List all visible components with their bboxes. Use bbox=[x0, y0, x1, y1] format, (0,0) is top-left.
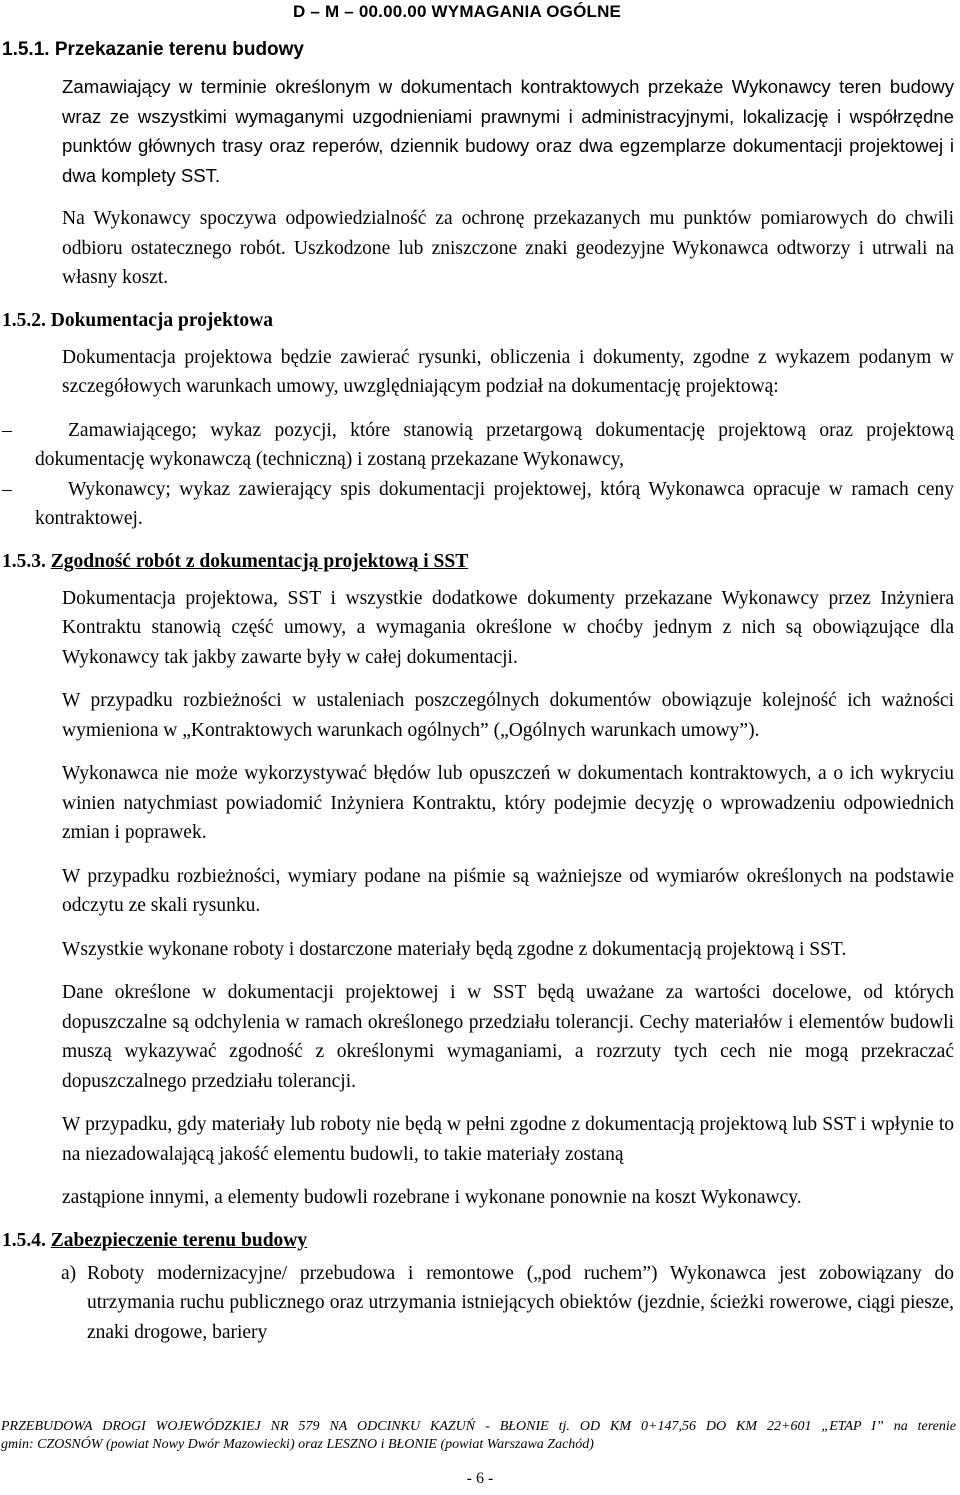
lettered-item bbox=[0, 1259, 960, 1348]
paragraph: Wszystkie wykonane roboty i dostarczone materiały będą zgodne z dokumentacją projektową i SST. bbox=[62, 938, 847, 960]
heading-number: 1.5.3. bbox=[2, 550, 51, 572]
paragraph: W przypadku, gdy materiały lub roboty nie będą w pełni zgodne z dokumentacją projektową lub SST i wpłynie to na niezadowalającą jakość elementu budowli, to takie materiały zostaną bbox=[62, 1114, 954, 1165]
paragraph: Dokumentacja projektowa będzie zawierać rysunki, obliczenia i dokumenty, zgodne z wykazem podanym w szczegółowych warunkach umowy, uwzględniającym podział na dokumentację projektową: bbox=[62, 346, 954, 397]
list-item-text: Wykonawcy; wykaz zawierający spis dokumentacji projektowej, którą Wykonawca opracuje w ramach ceny kontraktowej. bbox=[35, 478, 954, 529]
section-heading-1-5-3 bbox=[0, 548, 960, 576]
paragraph: W przypadku rozbieżności w ustaleniach poszczególnych dokumentów obowiązuje kolejność ich ważności wymieniona w „Kontraktowych warunkach ogólnych” („Ogólnych warunkach umowy”). bbox=[62, 690, 954, 741]
item-marker: a) bbox=[61, 1262, 77, 1284]
paragraph: W przypadku rozbieżności, wymiary podane na piśmie są ważniejsze od wymiarów określonych na podstawie odczytu ze skali rysunku. bbox=[62, 865, 954, 916]
paragraph: Zamawiający w terminie określonym w dokumentach kontraktowych przekaże Wykonawcy teren budowy wraz ze wszystkimi wymaganymi uzgodnieniami prawnymi i administracyjnymi, lokalizację i współrzędne punktów głównych trasy oraz reperów, dziennik budowy oraz dwa egzemplarze dokumentacji projektowej i dwa komplety SST. bbox=[62, 76, 954, 186]
paragraph: Na Wykonawcy spoczywa odpowiedzialność za ochronę przekazanych mu punktów pomiarowych do chwili odbioru ostatecznego robót. Uszkodzone lub zniszczone znaki geodezyjne Wykonawca odtworzy i utrwali na własny koszt. bbox=[62, 208, 954, 288]
dash-bullet: – bbox=[2, 419, 12, 441]
list-item bbox=[0, 416, 960, 475]
footer-line-2: gmin: CZOSNÓW (powiat Nowy Dwór Mazowiecki) oraz LESZNO i BŁONIE (powiat Warszawa Zachód) bbox=[1, 1437, 594, 1452]
page-footer bbox=[1, 1418, 956, 1454]
paragraph: Wykonawca nie może wykorzystywać błędów lub opuszczeń w dokumentach kontraktowych, a o ich wykryciu winien natychmiast powiadomić Inżyniera Kontraktu, który podejmie decyzję o wprowadzeniu odpowiednich zmian i poprawek. bbox=[62, 763, 954, 843]
dash-bullet: – bbox=[2, 478, 12, 500]
paragraph: Dane określone w dokumentacji projektowej i w SST będą uważane za wartości docelowe, od których dopuszczalne są odchylenia w ramach określonego przedziału tolerancji. Cechy materiałów i elementów budowli muszą wykazywać zgodność z określonymi wymaganiami, a rozrzuty tych cech nie mogą przekraczać dopuszczalnego przedziału tolerancji. bbox=[62, 982, 954, 1092]
paragraph: Dokumentacja projektowa, SST i wszystkie dodatkowe dokumenty przekazane Wykonawcy przez Inżyniera Kontraktu stanowią część umowy, a wymagania określone w choćby jednym z nich są obowiązujące dla Wykonawcy tak jakby zawarte były w całej dokumentacji. bbox=[62, 587, 954, 668]
heading-text: Zgodność robót z dokumentacją projektową i SST bbox=[50, 550, 469, 572]
section-heading-1-5-2: 1.5.2. Dokumentacja projektowa bbox=[2, 309, 274, 331]
lettered-item-text: Roboty modernizacyjne/ przebudowa i remontowe („pod ruchem”) Wykonawca jest zobowiązany do utrzymania ruchu publicznego oraz utrzymania istniejących obiektów (jezdnie, ścieżki rowerowe, ciągi piesze, znaki drogowe, bariery bbox=[87, 1262, 954, 1343]
list-item-text: Zamawiającego; wykaz pozycji, które stanowią przetargową dokumentację projektową oraz projektową dokumentację wykonawczą (techniczną) i zostaną przekazane Wykonawcy, bbox=[35, 419, 954, 470]
heading-text: Zabezpieczenie terenu budowy bbox=[50, 1229, 308, 1251]
section-heading-1-5-4 bbox=[0, 1227, 960, 1255]
page-number: - 6 - bbox=[466, 1470, 494, 1487]
footer-line-1: PRZEBUDOWA DROGI WOJEWÓDZKIEJ NR 579 NA ODCINKU KAZUŃ - BŁONIE tj. OD KM 0+147,56 DO KM 22+601 „ETAP I” na terenie bbox=[1, 1419, 956, 1434]
document-body bbox=[0, 36, 960, 1347]
heading-number: 1.5.4. bbox=[2, 1229, 51, 1251]
list-item bbox=[0, 475, 960, 534]
paragraph: zastąpione innymi, a elementy budowli rozebrane i wykonane ponownie na koszt Wykonawcy. bbox=[62, 1187, 802, 1208]
dash-list bbox=[0, 416, 960, 534]
section-heading-1-5-1: 1.5.1. Przekazanie terenu budowy bbox=[2, 39, 304, 60]
running-header: D – M – 00.00.00 WYMAGANIA OGÓLNE bbox=[293, 2, 622, 21]
